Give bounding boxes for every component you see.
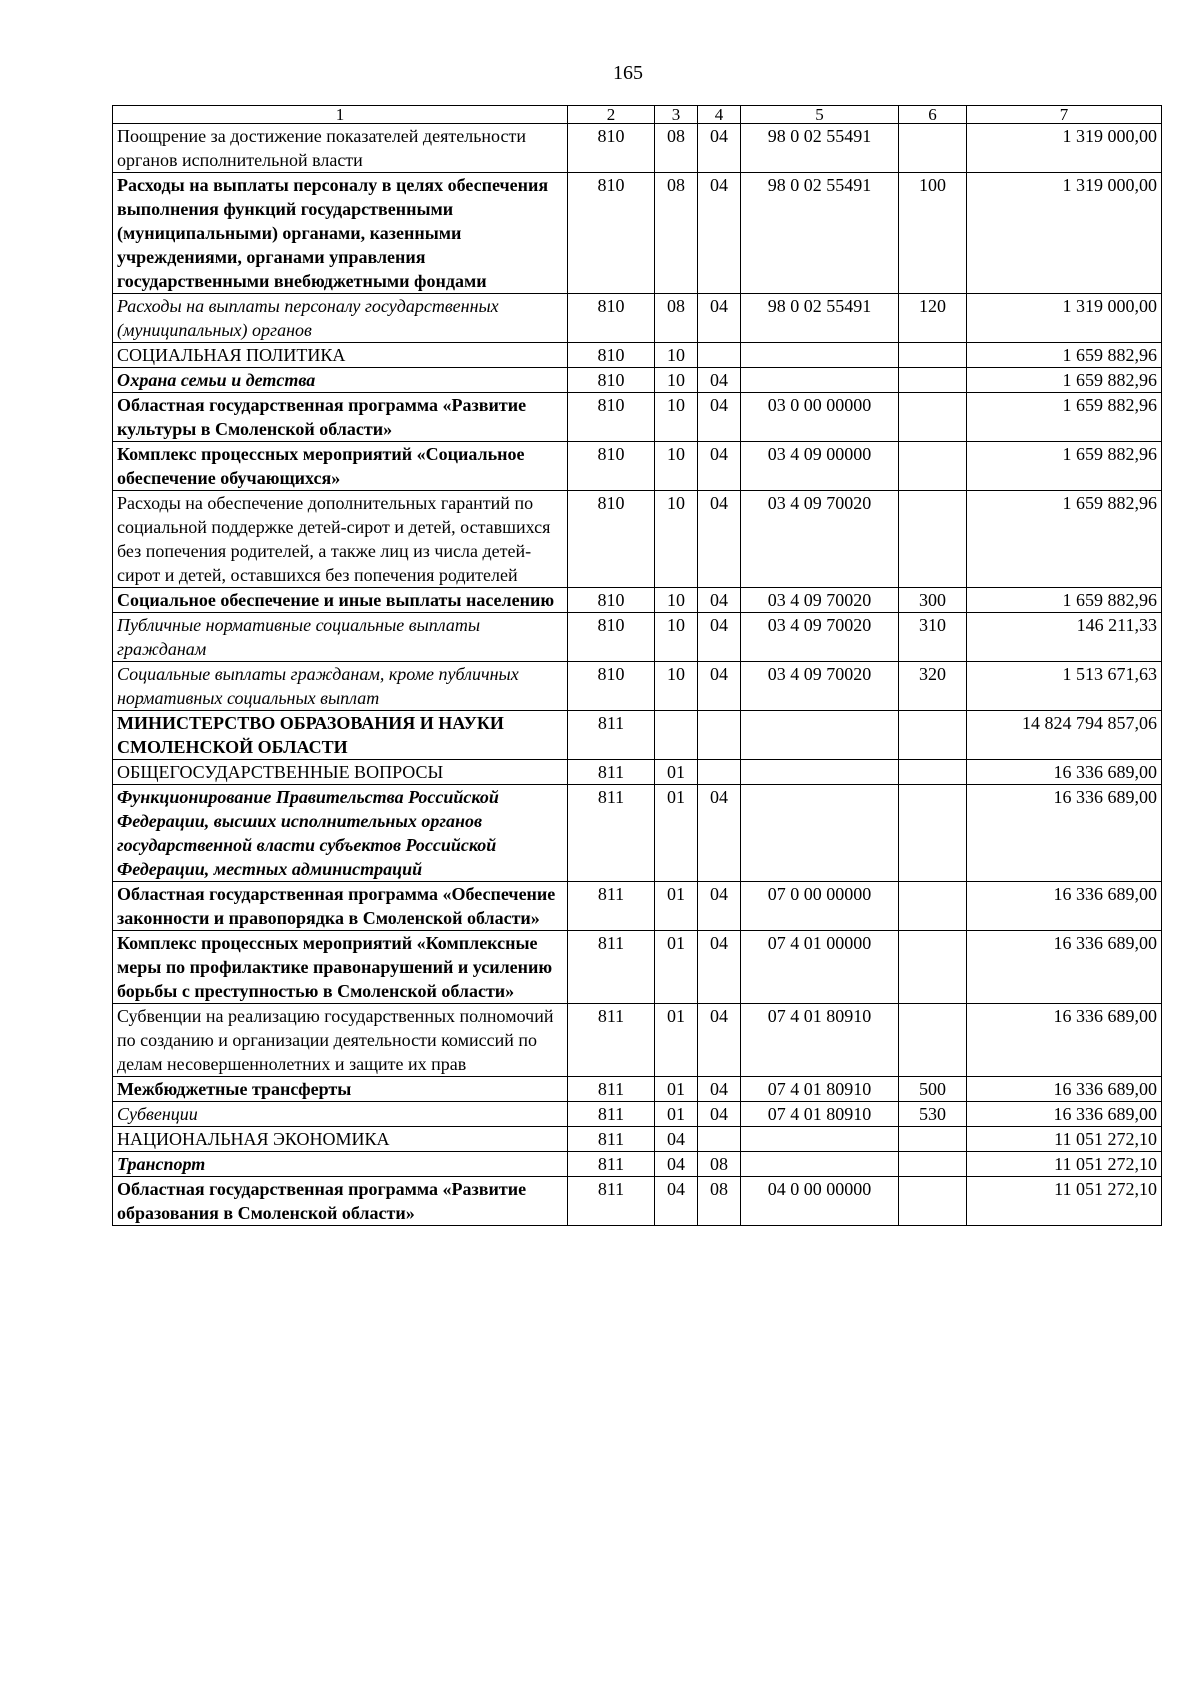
row-name-cell: Поощрение за достижение показателей деятельности органов исполнительной власти <box>113 124 568 173</box>
expense-type-cell <box>899 124 967 173</box>
expense-type-cell: 500 <box>899 1077 967 1102</box>
table-header-row <box>113 106 1162 124</box>
target-article-cell: 07 4 01 80910 <box>741 1077 899 1102</box>
expense-type-cell <box>899 491 967 588</box>
subsection-code-cell: 04 <box>698 1004 741 1077</box>
amount-cell: 16 336 689,00 <box>967 1004 1162 1077</box>
expense-type-cell: 120 <box>899 294 967 343</box>
row-name-cell: ОБЩЕГОСУДАРСТВЕННЫЕ ВОПРОСЫ <box>113 760 568 785</box>
expense-type-cell: 300 <box>899 588 967 613</box>
table-row <box>113 1177 1162 1226</box>
target-article-cell: 07 4 01 00000 <box>741 931 899 1004</box>
page-number: 165 <box>613 62 643 84</box>
amount-cell: 16 336 689,00 <box>967 882 1162 931</box>
subsection-code-cell: 04 <box>698 368 741 393</box>
table-row <box>113 662 1162 711</box>
section-code-cell: 04 <box>655 1152 698 1177</box>
admin-code-cell: 811 <box>568 1152 655 1177</box>
table-row <box>113 711 1162 760</box>
amount-cell: 1 659 882,96 <box>967 368 1162 393</box>
amount-cell: 1 319 000,00 <box>967 124 1162 173</box>
section-code-cell: 10 <box>655 588 698 613</box>
row-name-cell: Межбюджетные трансферты <box>113 1077 568 1102</box>
expense-type-cell <box>899 785 967 882</box>
subsection-code-cell <box>698 711 741 760</box>
admin-code-cell: 811 <box>568 1127 655 1152</box>
expense-type-cell <box>899 711 967 760</box>
admin-code-cell: 810 <box>568 173 655 294</box>
subsection-code-cell: 04 <box>698 588 741 613</box>
expense-type-cell <box>899 368 967 393</box>
amount-cell: 16 336 689,00 <box>967 1077 1162 1102</box>
section-code-cell: 10 <box>655 368 698 393</box>
target-article-cell: 03 4 09 70020 <box>741 662 899 711</box>
target-article-cell: 98 0 02 55491 <box>741 124 899 173</box>
amount-cell: 1 659 882,96 <box>967 588 1162 613</box>
table-row <box>113 294 1162 343</box>
table-row <box>113 343 1162 368</box>
admin-code-cell: 811 <box>568 1177 655 1226</box>
amount-cell: 1 319 000,00 <box>967 173 1162 294</box>
table-row <box>113 1102 1162 1127</box>
table-row <box>113 760 1162 785</box>
target-article-cell <box>741 711 899 760</box>
admin-code-cell: 810 <box>568 343 655 368</box>
row-name-cell: Охрана семьи и детства <box>113 368 568 393</box>
expense-type-cell: 310 <box>899 613 967 662</box>
amount-cell: 1 659 882,96 <box>967 393 1162 442</box>
table-row <box>113 1077 1162 1102</box>
row-name-cell: Социальное обеспечение и иные выплаты населению <box>113 588 568 613</box>
row-name-cell: Субвенции на реализацию государственных полномочий по созданию и организации деятельности комиссий по делам несовершеннолетних и защите их прав <box>113 1004 568 1077</box>
target-article-cell: 98 0 02 55491 <box>741 173 899 294</box>
table-row <box>113 491 1162 588</box>
section-code-cell: 10 <box>655 442 698 491</box>
amount-cell: 1 319 000,00 <box>967 294 1162 343</box>
target-article-cell <box>741 760 899 785</box>
row-name-cell: Социальные выплаты гражданам, кроме публичных нормативных социальных выплат <box>113 662 568 711</box>
subsection-code-cell: 08 <box>698 1152 741 1177</box>
column-header: 2 <box>568 106 655 124</box>
table-row <box>113 1127 1162 1152</box>
subsection-code-cell: 04 <box>698 613 741 662</box>
section-code-cell: 08 <box>655 124 698 173</box>
amount-cell: 1 659 882,96 <box>967 491 1162 588</box>
expense-type-cell <box>899 1004 967 1077</box>
admin-code-cell: 810 <box>568 393 655 442</box>
section-code-cell: 01 <box>655 1004 698 1077</box>
target-article-cell: 04 0 00 00000 <box>741 1177 899 1226</box>
admin-code-cell: 810 <box>568 613 655 662</box>
target-article-cell: 07 4 01 80910 <box>741 1004 899 1077</box>
section-code-cell: 01 <box>655 882 698 931</box>
subsection-code-cell: 04 <box>698 173 741 294</box>
target-article-cell: 03 4 09 70020 <box>741 613 899 662</box>
admin-code-cell: 811 <box>568 1004 655 1077</box>
amount-cell: 146 211,33 <box>967 613 1162 662</box>
row-name-cell: Областная государственная программа «Обеспечение законности и правопорядка в Смоленской области» <box>113 882 568 931</box>
admin-code-cell: 810 <box>568 294 655 343</box>
target-article-cell <box>741 1127 899 1152</box>
subsection-code-cell <box>698 343 741 368</box>
subsection-code-cell <box>698 1127 741 1152</box>
amount-cell: 11 051 272,10 <box>967 1127 1162 1152</box>
admin-code-cell: 810 <box>568 491 655 588</box>
expense-type-cell <box>899 442 967 491</box>
expense-type-cell <box>899 393 967 442</box>
section-code-cell: 10 <box>655 613 698 662</box>
target-article-cell <box>741 785 899 882</box>
admin-code-cell: 811 <box>568 1077 655 1102</box>
expense-type-cell <box>899 343 967 368</box>
subsection-code-cell: 04 <box>698 294 741 343</box>
section-code-cell: 01 <box>655 760 698 785</box>
target-article-cell: 03 4 09 70020 <box>741 491 899 588</box>
subsection-code-cell: 04 <box>698 662 741 711</box>
table-row <box>113 588 1162 613</box>
row-name-cell: Функционирование Правительства Российской Федерации, высших исполнительных органов государственной власти субъектов Российской Федерации, местных администраций <box>113 785 568 882</box>
row-name-cell: Областная государственная программа «Развитие культуры в Смоленской области» <box>113 393 568 442</box>
section-code-cell: 10 <box>655 491 698 588</box>
expense-type-cell <box>899 1177 967 1226</box>
admin-code-cell: 810 <box>568 442 655 491</box>
section-code-cell: 08 <box>655 173 698 294</box>
column-header: 3 <box>655 106 698 124</box>
row-name-cell: Комплекс процессных мероприятий «Социальное обеспечение обучающихся» <box>113 442 568 491</box>
section-code-cell: 01 <box>655 785 698 882</box>
target-article-cell: 98 0 02 55491 <box>741 294 899 343</box>
subsection-code-cell: 04 <box>698 931 741 1004</box>
column-header: 6 <box>899 106 967 124</box>
section-code-cell: 01 <box>655 931 698 1004</box>
admin-code-cell: 810 <box>568 588 655 613</box>
admin-code-cell: 810 <box>568 662 655 711</box>
target-article-cell: 03 4 09 70020 <box>741 588 899 613</box>
table-row <box>113 368 1162 393</box>
subsection-code-cell: 04 <box>698 882 741 931</box>
table-row <box>113 1004 1162 1077</box>
subsection-code-cell: 04 <box>698 491 741 588</box>
table-row <box>113 882 1162 931</box>
target-article-cell: 07 4 01 80910 <box>741 1102 899 1127</box>
section-code-cell: 01 <box>655 1102 698 1127</box>
expense-type-cell <box>899 931 967 1004</box>
admin-code-cell: 810 <box>568 124 655 173</box>
row-name-cell: Областная государственная программа «Развитие образования в Смоленской области» <box>113 1177 568 1226</box>
column-header: 5 <box>741 106 899 124</box>
amount-cell: 11 051 272,10 <box>967 1177 1162 1226</box>
section-code-cell: 08 <box>655 294 698 343</box>
expense-type-cell <box>899 882 967 931</box>
row-name-cell: Расходы на выплаты персоналу государственных (муниципальных) органов <box>113 294 568 343</box>
section-code-cell: 10 <box>655 343 698 368</box>
table-row <box>113 1152 1162 1177</box>
admin-code-cell: 811 <box>568 785 655 882</box>
table-row <box>113 173 1162 294</box>
amount-cell: 16 336 689,00 <box>967 760 1162 785</box>
row-name-cell: МИНИСТЕРСТВО ОБРАЗОВАНИЯ И НАУКИ СМОЛЕНСКОЙ ОБЛАСТИ <box>113 711 568 760</box>
expense-type-cell <box>899 760 967 785</box>
expense-type-cell: 100 <box>899 173 967 294</box>
admin-code-cell: 811 <box>568 760 655 785</box>
row-name-cell: Расходы на выплаты персоналу в целях обеспечения выполнения функций государственными (муниципальными) органами, казенными учреждениями, органами управления государственными внебюджетными фондами <box>113 173 568 294</box>
subsection-code-cell: 04 <box>698 1102 741 1127</box>
amount-cell: 14 824 794 857,06 <box>967 711 1162 760</box>
table-row <box>113 785 1162 882</box>
subsection-code-cell: 08 <box>698 1177 741 1226</box>
target-article-cell <box>741 368 899 393</box>
expense-type-cell: 530 <box>899 1102 967 1127</box>
row-name-cell: Транспорт <box>113 1152 568 1177</box>
admin-code-cell: 811 <box>568 882 655 931</box>
target-article-cell: 03 0 00 00000 <box>741 393 899 442</box>
amount-cell: 11 051 272,10 <box>967 1152 1162 1177</box>
section-code-cell: 10 <box>655 393 698 442</box>
admin-code-cell: 811 <box>568 1102 655 1127</box>
admin-code-cell: 810 <box>568 368 655 393</box>
amount-cell: 1 659 882,96 <box>967 442 1162 491</box>
amount-cell: 16 336 689,00 <box>967 1102 1162 1127</box>
subsection-code-cell <box>698 760 741 785</box>
row-name-cell: Расходы на обеспечение дополнительных гарантий по социальной поддержке детей-сирот и детей, оставшихся без попечения родителей, а также лиц из числа детей-сирот и детей, оставшихся без попечения родителей <box>113 491 568 588</box>
subsection-code-cell: 04 <box>698 1077 741 1102</box>
expense-type-cell <box>899 1152 967 1177</box>
target-article-cell: 03 4 09 00000 <box>741 442 899 491</box>
row-name-cell: Публичные нормативные социальные выплаты гражданам <box>113 613 568 662</box>
table-row <box>113 613 1162 662</box>
subsection-code-cell: 04 <box>698 442 741 491</box>
section-code-cell: 10 <box>655 662 698 711</box>
column-header: 1 <box>113 106 568 124</box>
expense-type-cell <box>899 1127 967 1152</box>
admin-code-cell: 811 <box>568 931 655 1004</box>
expense-type-cell: 320 <box>899 662 967 711</box>
column-header: 7 <box>967 106 1162 124</box>
subsection-code-cell: 04 <box>698 124 741 173</box>
amount-cell: 1 659 882,96 <box>967 343 1162 368</box>
amount-cell: 1 513 671,63 <box>967 662 1162 711</box>
target-article-cell <box>741 1152 899 1177</box>
section-code-cell: 04 <box>655 1127 698 1152</box>
table-row <box>113 931 1162 1004</box>
column-header: 4 <box>698 106 741 124</box>
subsection-code-cell: 04 <box>698 785 741 882</box>
section-code-cell: 01 <box>655 1077 698 1102</box>
budget-table <box>112 105 1162 1226</box>
subsection-code-cell: 04 <box>698 393 741 442</box>
amount-cell: 16 336 689,00 <box>967 785 1162 882</box>
admin-code-cell: 811 <box>568 711 655 760</box>
table-row <box>113 124 1162 173</box>
table-row <box>113 442 1162 491</box>
amount-cell: 16 336 689,00 <box>967 931 1162 1004</box>
row-name-cell: Комплекс процессных мероприятий «Комплексные меры по профилактике правонарушений и усилению борьбы с преступностью в Смоленской области» <box>113 931 568 1004</box>
row-name-cell: НАЦИОНАЛЬНАЯ ЭКОНОМИКА <box>113 1127 568 1152</box>
section-code-cell: 04 <box>655 1177 698 1226</box>
row-name-cell: Субвенции <box>113 1102 568 1127</box>
target-article-cell: 07 0 00 00000 <box>741 882 899 931</box>
section-code-cell <box>655 711 698 760</box>
target-article-cell <box>741 343 899 368</box>
table-row <box>113 393 1162 442</box>
row-name-cell: СОЦИАЛЬНАЯ ПОЛИТИКА <box>113 343 568 368</box>
